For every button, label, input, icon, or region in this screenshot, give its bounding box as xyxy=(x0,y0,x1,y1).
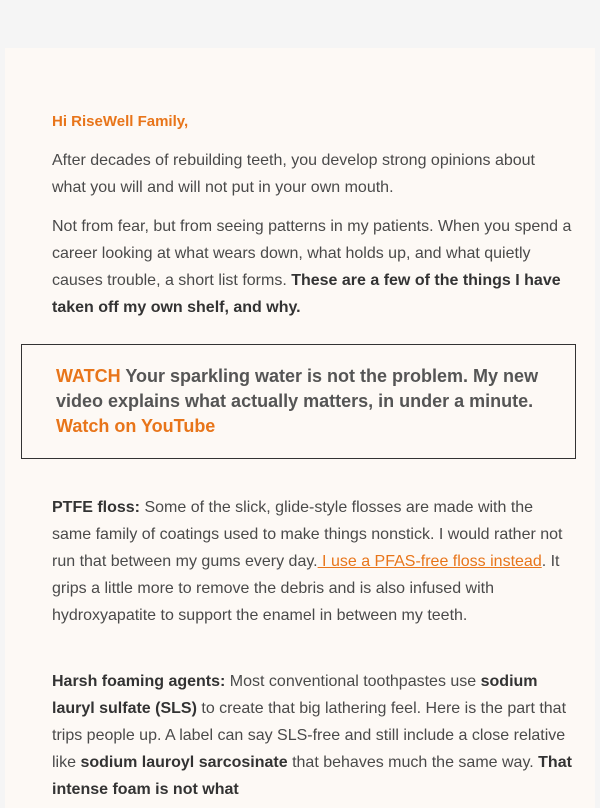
watch-youtube-link[interactable]: Watch on YouTube xyxy=(56,416,216,436)
foaming-text-2: to create that big lathering feel. Here is the part that trips people up. A label can say SLS-free and still include a close relative like xyxy=(52,700,567,771)
sarcosinate-bold: sodium lauroyl sarcosinate xyxy=(80,754,288,771)
ptfe-text: Some of the slick, glide-style flosses are made with the same family of coatings used to make things nonstick. I would rather not run that between my gums every day. xyxy=(52,499,563,570)
patterns-bold: These are a few of the things I have taken off my own shelf, and why. xyxy=(52,272,561,316)
foaming-text-3: that behaves much the same way. xyxy=(287,754,539,771)
watch-text-block xyxy=(56,364,556,439)
foam-warning-bold: That intense foam is not what xyxy=(52,754,572,798)
ptfe-paragraph xyxy=(52,494,572,629)
patterns-text: Not from fear, but from seeing patterns in my patients. When you spend a career looking at what wears down, what holds up, and what quietly causes trouble, a short list forms. xyxy=(52,218,572,289)
watch-callout xyxy=(21,344,576,459)
foaming-text-1: Most conventional toothpastes use xyxy=(225,673,481,690)
foaming-paragraph xyxy=(52,668,572,803)
intro-paragraph: After decades of rebuilding teeth, you develop strong opinions about what you will and will not put in your own mouth. xyxy=(52,152,535,196)
greeting: Hi RiseWell Family, xyxy=(52,113,189,130)
email-card xyxy=(5,48,595,808)
watch-description: Your sparkling water is not the problem. My new video explains what actually matters, in under a minute. xyxy=(56,366,539,411)
ptfe-text-end: . It grips a little more to remove the debris and is also infused with hydroxyapatite to support the enamel in between my teeth. xyxy=(52,553,560,624)
patterns-paragraph xyxy=(52,213,572,321)
watch-label: WATCH xyxy=(56,366,121,386)
ptfe-heading: PTFE floss: xyxy=(52,499,141,516)
foaming-heading: Harsh foaming agents: xyxy=(52,673,226,690)
pfas-free-floss-link[interactable]: I use a PFAS-free floss instead xyxy=(317,553,542,570)
sls-bold: sodium lauryl sulfate (SLS) xyxy=(52,673,538,717)
